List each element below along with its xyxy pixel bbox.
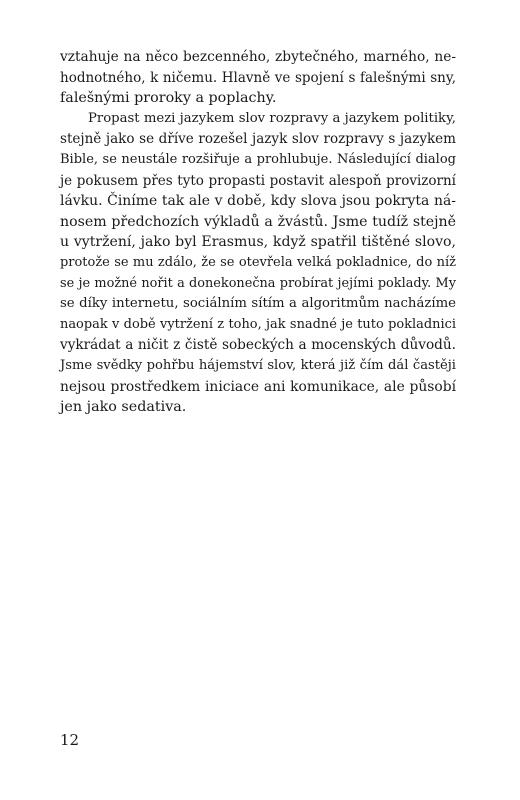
text-line: Bible, se neustále rozšiřuje a prohlubuje. Následující dialog (60, 151, 456, 167)
text-line: nosem předchozích výkladů a žvástů. Jsme tudíž stejně (60, 213, 456, 230)
text-line: nejsou prostředkem iniciace ani komunikace, ale působí (60, 378, 456, 395)
text-line: lávku. Činíme tak ale v době, kdy slova jsou pokryta ná- (60, 193, 456, 210)
text-line: je pokusem přes tyto propasti postavit alespoň provizorní (60, 172, 456, 189)
text-line: se je možné nořit a donekonečna probírat jejími poklady. My (60, 275, 456, 291)
text-line: Jsme svědky pohřbu hájemství slov, která již čím dál častěji (60, 357, 456, 373)
body-text (60, 47, 456, 418)
page-number: 12 (60, 731, 80, 749)
text-line: jen jako sedativa. (60, 399, 187, 416)
text-line: vztahuje na něco bezcenného, zbytečného, marného, ne- (60, 49, 456, 65)
text-line: naopak v době vytržení z toho, jak snadné je tuto pokladnici (60, 316, 456, 332)
paragraph (60, 47, 456, 109)
text-line: hodnotného, k ničemu. Hlavně ve spojení s falešnými sny, (60, 69, 456, 86)
paragraph (60, 109, 456, 418)
text-line: se díky internetu, sociálním sítím a algoritmům nacházíme (60, 296, 456, 312)
text-line: falešnými proroky a poplachy. (60, 90, 277, 107)
text-line: protože se mu zdálo, že se otevřela velká pokladnice, do níž (60, 254, 456, 270)
text-line: Propast mezi jazykem slov rozpravy a jazykem politiky, (88, 110, 456, 126)
text-line: stejně jako se dříve rozešel jazyk slov rozpravy s jazykem (60, 131, 456, 148)
text-line: u vytržení, jako byl Erasmus, když spatřil tištěné slovo, (60, 234, 456, 251)
text-line: vykrádat a ničit z čistě sobeckých a mocenských důvodů. (60, 337, 456, 354)
